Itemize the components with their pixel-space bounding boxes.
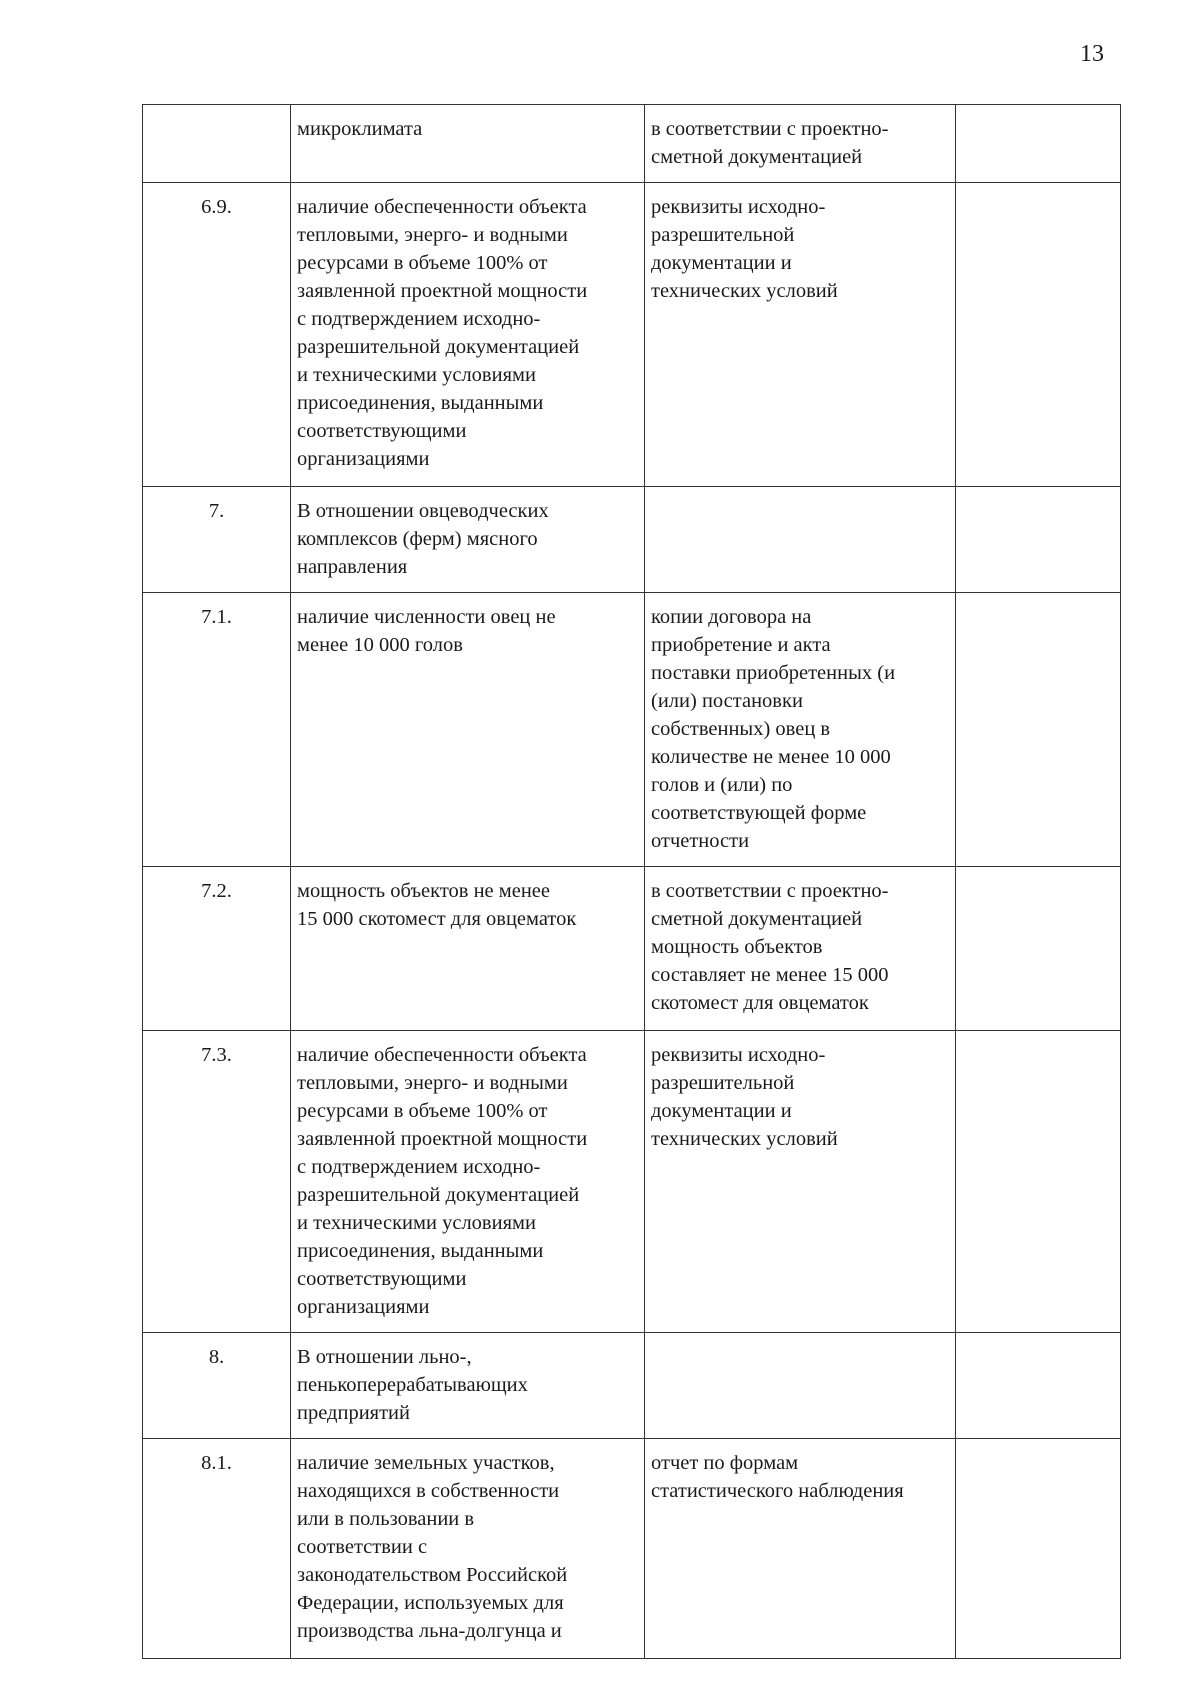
- document-cell: копии договора на приобретение и акта поставки приобретенных (и (или) постановки собственных) овец в количестве не менее 10 000 голов и (или) по соответствующей форме отчетности: [645, 593, 956, 867]
- row-number: 8.: [143, 1333, 291, 1439]
- mark-cell: [956, 487, 1121, 593]
- document-cell: [645, 487, 956, 593]
- page-number: 13: [1080, 41, 1104, 67]
- document-cell: реквизиты исходно- разрешительной документации и технических условий: [645, 183, 956, 487]
- row-number: 7.: [143, 487, 291, 593]
- criterion-cell: В отношении овцеводческих комплексов (ферм) мясного направления: [291, 487, 645, 593]
- table-row: [143, 593, 1121, 867]
- mark-cell: [956, 1439, 1121, 1659]
- criterion-cell: наличие обеспеченности объекта тепловыми, энерго- и водными ресурсами в объеме 100% от заявленной проектной мощности с подтверждением исходно- разрешительной документацией и техническими условиями присоединения, выданными соответствующими организациями: [291, 1031, 645, 1333]
- row-number: 8.1.: [143, 1439, 291, 1659]
- document-cell: [645, 1333, 956, 1439]
- row-number: [143, 105, 291, 183]
- document-cell: в соответствии с проектно- сметной документацией: [645, 105, 956, 183]
- table-row: [143, 1031, 1121, 1333]
- criterion-cell: В отношении льно-, пенькоперерабатывающих предприятий: [291, 1333, 645, 1439]
- mark-cell: [956, 1031, 1121, 1333]
- criterion-cell: наличие обеспеченности объекта тепловыми, энерго- и водными ресурсами в объеме 100% от заявленной проектной мощности с подтверждением исходно- разрешительной документацией и техническими условиями присоединения, выданными соответствующими организациями: [291, 183, 645, 487]
- criterion-cell: наличие численности овец не менее 10 000 голов: [291, 593, 645, 867]
- table-row: [143, 1333, 1121, 1439]
- row-number: 7.1.: [143, 593, 291, 867]
- table-row: [143, 1439, 1121, 1659]
- table-row: [143, 105, 1121, 183]
- criterion-cell: наличие земельных участков, находящихся в собственности или в пользовании в соответствии с законодательством Российской Федерации, используемых для производства льна-долгунца и: [291, 1439, 645, 1659]
- mark-cell: [956, 1333, 1121, 1439]
- mark-cell: [956, 183, 1121, 487]
- row-number: 7.3.: [143, 1031, 291, 1333]
- row-number: 7.2.: [143, 867, 291, 1031]
- requirements-table: [142, 104, 1121, 1659]
- table-row: [143, 867, 1121, 1031]
- document-cell: отчет по формам статистического наблюдения: [645, 1439, 956, 1659]
- table-row: [143, 487, 1121, 593]
- mark-cell: [956, 867, 1121, 1031]
- document-cell: реквизиты исходно- разрешительной документации и технических условий: [645, 1031, 956, 1333]
- document-cell: в соответствии с проектно- сметной документацией мощность объектов составляет не менее 15 000 скотомест для овцематок: [645, 867, 956, 1031]
- criterion-cell: мощность объектов не менее 15 000 скотомест для овцематок: [291, 867, 645, 1031]
- table-row: [143, 183, 1121, 487]
- criterion-cell: микроклимата: [291, 105, 645, 183]
- mark-cell: [956, 105, 1121, 183]
- row-number: 6.9.: [143, 183, 291, 487]
- mark-cell: [956, 593, 1121, 867]
